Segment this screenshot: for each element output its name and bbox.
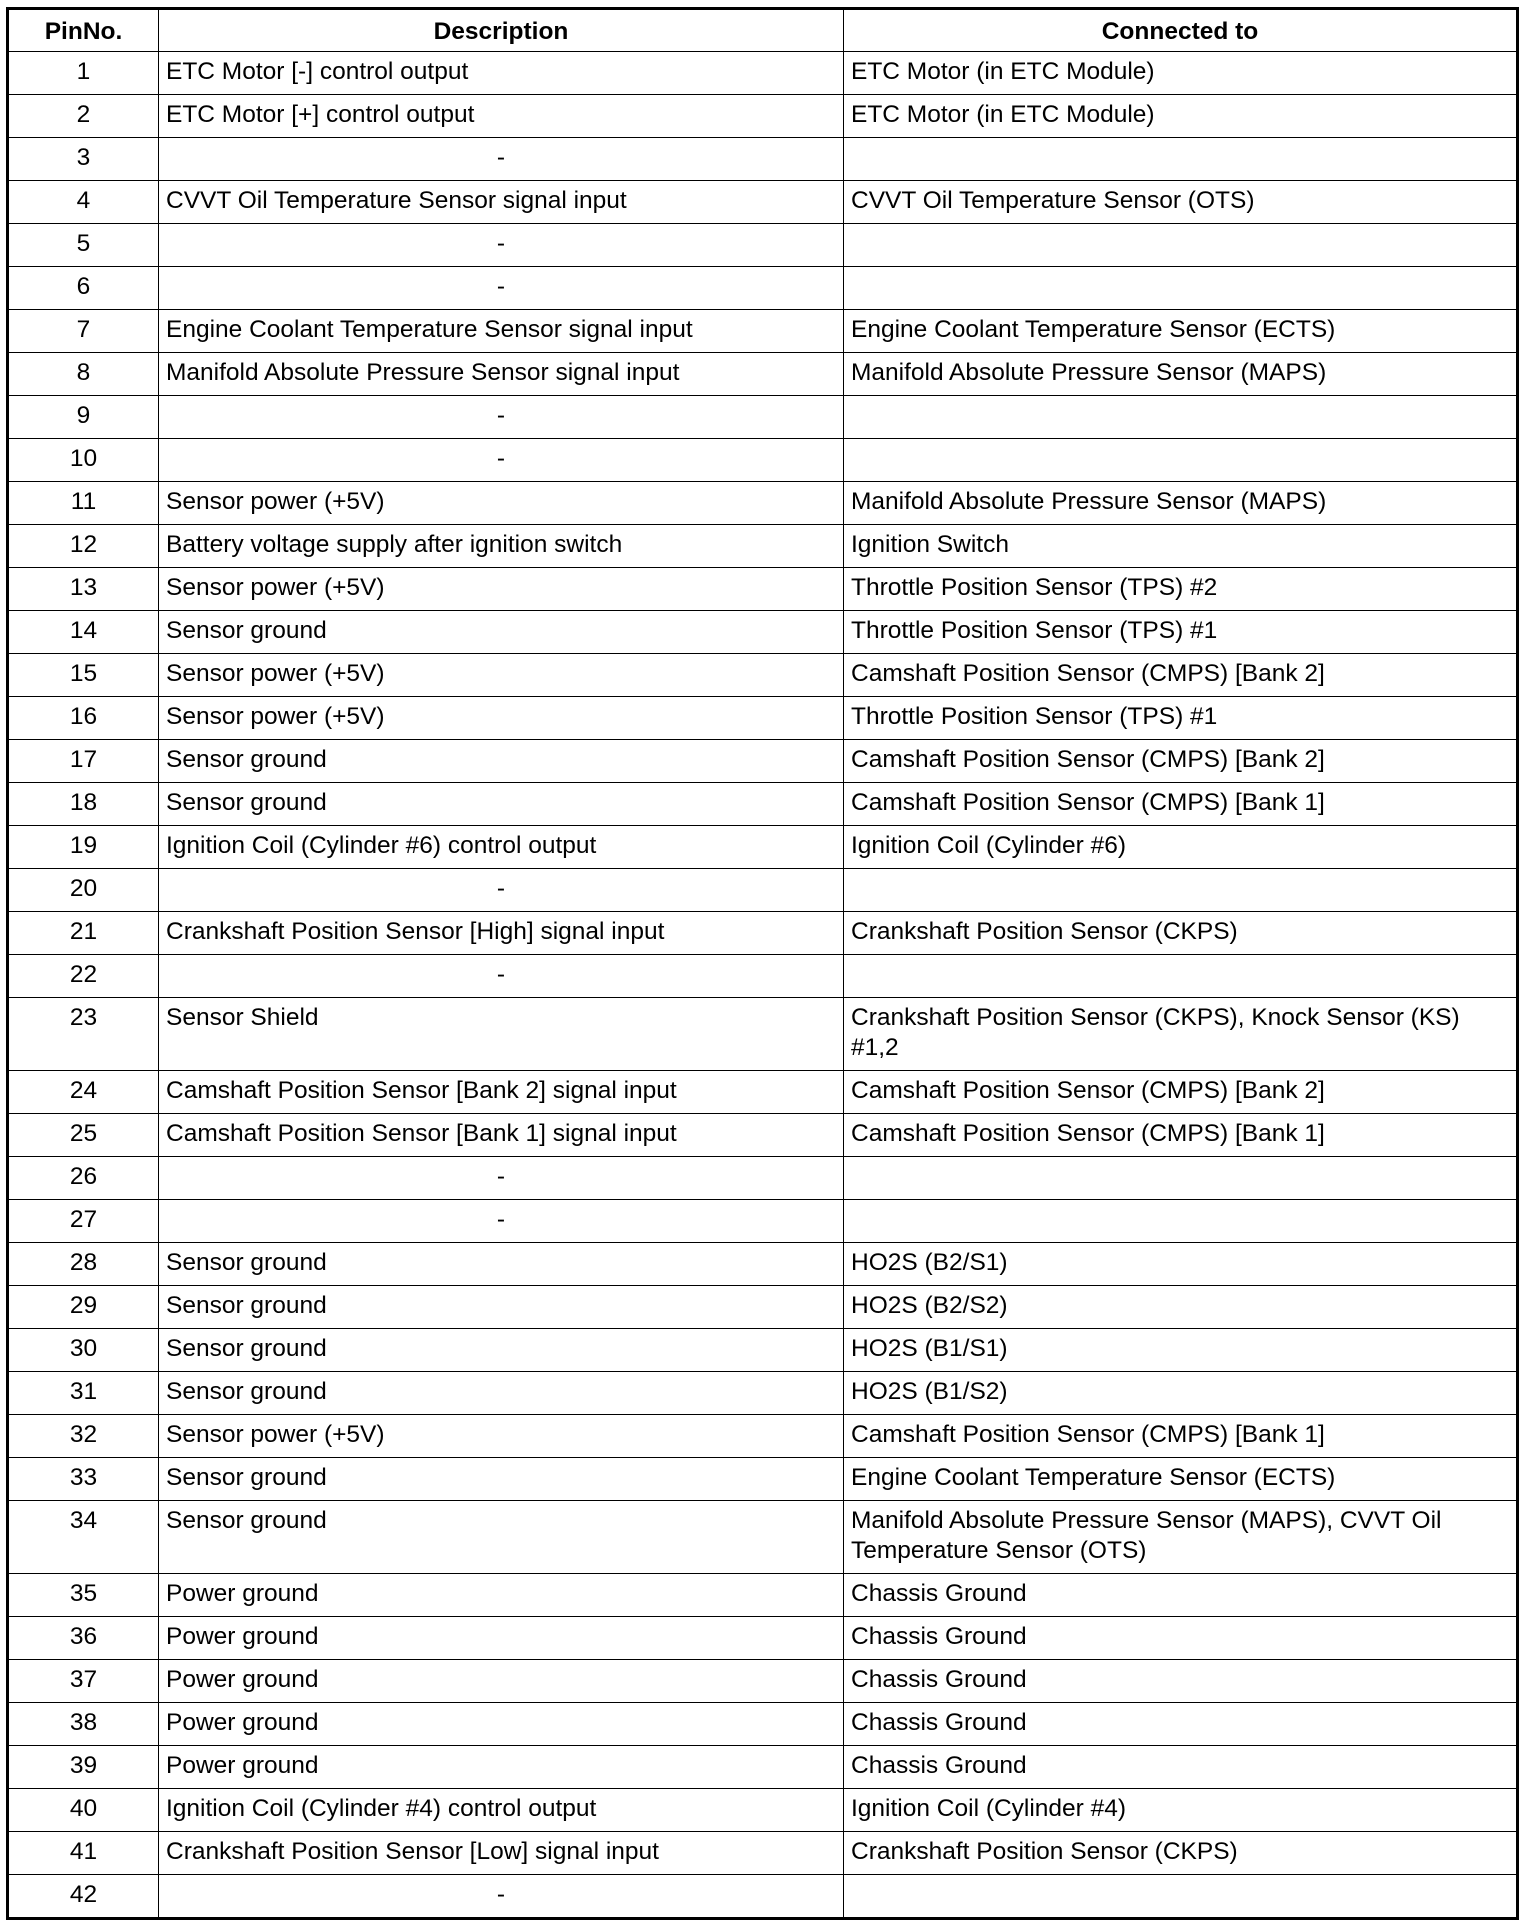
description-cell: Manifold Absolute Pressure Sensor signal input: [159, 353, 844, 396]
description-cell: Sensor Shield: [159, 998, 844, 1071]
pin-number-cell: 14: [8, 611, 159, 654]
connected-to-cell: Chassis Ground: [844, 1703, 1518, 1746]
pin-number-cell: 22: [8, 955, 159, 998]
description-cell: -: [159, 869, 844, 912]
connected-to-cell: [844, 1157, 1518, 1200]
pin-number-cell: 2: [8, 95, 159, 138]
table-row: [8, 611, 1518, 654]
table-row: [8, 267, 1518, 310]
description-cell: Engine Coolant Temperature Sensor signal input: [159, 310, 844, 353]
description-cell: -: [159, 1157, 844, 1200]
description-cell: ETC Motor [-] control output: [159, 52, 844, 95]
connected-to-cell: CVVT Oil Temperature Sensor (OTS): [844, 181, 1518, 224]
pin-number-cell: 16: [8, 697, 159, 740]
table-row: [8, 912, 1518, 955]
connected-to-cell: HO2S (B1/S2): [844, 1372, 1518, 1415]
pin-number-cell: 21: [8, 912, 159, 955]
description-cell: Sensor ground: [159, 740, 844, 783]
table-row: [8, 353, 1518, 396]
table-row: [8, 654, 1518, 697]
description-cell: -: [159, 138, 844, 181]
connected-to-cell: Camshaft Position Sensor (CMPS) [Bank 2]: [844, 654, 1518, 697]
description-cell: Sensor ground: [159, 1501, 844, 1574]
connected-to-cell: Manifold Absolute Pressure Sensor (MAPS): [844, 482, 1518, 525]
pin-number-cell: 8: [8, 353, 159, 396]
connected-to-cell: Camshaft Position Sensor (CMPS) [Bank 2]: [844, 740, 1518, 783]
table-row: [8, 998, 1518, 1071]
connected-to-cell: [844, 439, 1518, 482]
table-row: [8, 52, 1518, 95]
table-row: [8, 1458, 1518, 1501]
table-header-row: [8, 9, 1518, 52]
description-cell: Sensor power (+5V): [159, 1415, 844, 1458]
connected-to-cell: Engine Coolant Temperature Sensor (ECTS): [844, 310, 1518, 353]
description-cell: ETC Motor [+] control output: [159, 95, 844, 138]
table-row: [8, 1703, 1518, 1746]
pin-number-cell: 42: [8, 1875, 159, 1919]
description-cell: -: [159, 955, 844, 998]
pin-connection-table: [6, 7, 1519, 1920]
connected-to-cell: Chassis Ground: [844, 1617, 1518, 1660]
description-cell: -: [159, 267, 844, 310]
connected-to-cell: [844, 396, 1518, 439]
connected-to-cell: Manifold Absolute Pressure Sensor (MAPS), CVVT Oil Temperature Sensor (OTS): [844, 1501, 1518, 1574]
table-row: [8, 1501, 1518, 1574]
pin-number-cell: 23: [8, 998, 159, 1071]
connected-to-cell: [844, 869, 1518, 912]
table-row: [8, 525, 1518, 568]
connected-to-cell: Camshaft Position Sensor (CMPS) [Bank 1]: [844, 783, 1518, 826]
connected-to-cell: Throttle Position Sensor (TPS) #1: [844, 697, 1518, 740]
connected-to-cell: Chassis Ground: [844, 1660, 1518, 1703]
pin-number-cell: 37: [8, 1660, 159, 1703]
pin-number-cell: 4: [8, 181, 159, 224]
description-cell: -: [159, 1875, 844, 1919]
connected-to-cell: Crankshaft Position Sensor (CKPS), Knock Sensor (KS) #1,2: [844, 998, 1518, 1071]
pin-number-cell: 15: [8, 654, 159, 697]
description-cell: -: [159, 224, 844, 267]
pin-number-cell: 31: [8, 1372, 159, 1415]
pin-number-cell: 13: [8, 568, 159, 611]
connected-to-cell: HO2S (B2/S2): [844, 1286, 1518, 1329]
table-row: [8, 826, 1518, 869]
pin-number-cell: 34: [8, 1501, 159, 1574]
table-row: [8, 740, 1518, 783]
table-row: [8, 1071, 1518, 1114]
header-connected-to: Connected to: [844, 9, 1518, 52]
connected-to-cell: Camshaft Position Sensor (CMPS) [Bank 1]: [844, 1114, 1518, 1157]
connected-to-cell: Ignition Coil (Cylinder #6): [844, 826, 1518, 869]
connected-to-cell: [844, 267, 1518, 310]
pin-number-cell: 20: [8, 869, 159, 912]
pin-number-cell: 27: [8, 1200, 159, 1243]
description-cell: -: [159, 439, 844, 482]
table-row: [8, 1286, 1518, 1329]
description-cell: Sensor power (+5V): [159, 654, 844, 697]
description-cell: Battery voltage supply after ignition switch: [159, 525, 844, 568]
connected-to-cell: HO2S (B1/S1): [844, 1329, 1518, 1372]
table-row: [8, 482, 1518, 525]
pin-number-cell: 38: [8, 1703, 159, 1746]
pin-number-cell: 12: [8, 525, 159, 568]
description-cell: Power ground: [159, 1660, 844, 1703]
pin-number-cell: 11: [8, 482, 159, 525]
description-cell: Power ground: [159, 1746, 844, 1789]
pin-number-cell: 17: [8, 740, 159, 783]
description-cell: Sensor ground: [159, 611, 844, 654]
pin-number-cell: 18: [8, 783, 159, 826]
table-row: [8, 1243, 1518, 1286]
connected-to-cell: Ignition Coil (Cylinder #4): [844, 1789, 1518, 1832]
table-row: [8, 1660, 1518, 1703]
connected-to-cell: Throttle Position Sensor (TPS) #1: [844, 611, 1518, 654]
table-body: [8, 52, 1518, 1919]
pin-number-cell: 36: [8, 1617, 159, 1660]
table-row: [8, 1789, 1518, 1832]
table-row: [8, 1415, 1518, 1458]
description-cell: Power ground: [159, 1574, 844, 1617]
connected-to-cell: Crankshaft Position Sensor (CKPS): [844, 912, 1518, 955]
connected-to-cell: [844, 955, 1518, 998]
connected-to-cell: [844, 138, 1518, 181]
pin-number-cell: 30: [8, 1329, 159, 1372]
table-row: [8, 224, 1518, 267]
connected-to-cell: [844, 1200, 1518, 1243]
pin-number-cell: 6: [8, 267, 159, 310]
pin-number-cell: 29: [8, 1286, 159, 1329]
connected-to-cell: Chassis Ground: [844, 1574, 1518, 1617]
description-cell: Sensor ground: [159, 1329, 844, 1372]
connected-to-cell: Manifold Absolute Pressure Sensor (MAPS): [844, 353, 1518, 396]
pin-number-cell: 35: [8, 1574, 159, 1617]
table-row: [8, 1832, 1518, 1875]
table-row: [8, 396, 1518, 439]
description-cell: -: [159, 396, 844, 439]
description-cell: CVVT Oil Temperature Sensor signal input: [159, 181, 844, 224]
description-cell: Sensor power (+5V): [159, 568, 844, 611]
description-cell: Sensor power (+5V): [159, 697, 844, 740]
table-row: [8, 1200, 1518, 1243]
pin-number-cell: 28: [8, 1243, 159, 1286]
connected-to-cell: Camshaft Position Sensor (CMPS) [Bank 1]: [844, 1415, 1518, 1458]
pin-number-cell: 32: [8, 1415, 159, 1458]
table-row: [8, 181, 1518, 224]
connected-to-cell: ETC Motor (in ETC Module): [844, 95, 1518, 138]
table-row: [8, 955, 1518, 998]
table-row: [8, 1617, 1518, 1660]
pin-number-cell: 24: [8, 1071, 159, 1114]
connected-to-cell: Chassis Ground: [844, 1746, 1518, 1789]
table-row: [8, 1372, 1518, 1415]
table-row: [8, 138, 1518, 181]
table-row: [8, 783, 1518, 826]
table-row: [8, 1574, 1518, 1617]
description-cell: Sensor ground: [159, 1458, 844, 1501]
connected-to-cell: Engine Coolant Temperature Sensor (ECTS): [844, 1458, 1518, 1501]
pin-number-cell: 7: [8, 310, 159, 353]
pin-number-cell: 33: [8, 1458, 159, 1501]
pin-number-cell: 3: [8, 138, 159, 181]
table-row: [8, 1875, 1518, 1919]
description-cell: Sensor ground: [159, 783, 844, 826]
pin-number-cell: 19: [8, 826, 159, 869]
description-cell: -: [159, 1200, 844, 1243]
table-row: [8, 95, 1518, 138]
connected-to-cell: Ignition Switch: [844, 525, 1518, 568]
table-row: [8, 439, 1518, 482]
description-cell: Sensor ground: [159, 1243, 844, 1286]
description-cell: Crankshaft Position Sensor [High] signal input: [159, 912, 844, 955]
pin-number-cell: 5: [8, 224, 159, 267]
description-cell: Camshaft Position Sensor [Bank 2] signal input: [159, 1071, 844, 1114]
table-row: [8, 1114, 1518, 1157]
description-cell: Crankshaft Position Sensor [Low] signal input: [159, 1832, 844, 1875]
connected-to-cell: [844, 224, 1518, 267]
connected-to-cell: ETC Motor (in ETC Module): [844, 52, 1518, 95]
table-row: [8, 568, 1518, 611]
pin-number-cell: 25: [8, 1114, 159, 1157]
pin-number-cell: 41: [8, 1832, 159, 1875]
connected-to-cell: Throttle Position Sensor (TPS) #2: [844, 568, 1518, 611]
description-cell: Ignition Coil (Cylinder #4) control output: [159, 1789, 844, 1832]
table-row: [8, 1746, 1518, 1789]
connected-to-cell: Crankshaft Position Sensor (CKPS): [844, 1832, 1518, 1875]
table-row: [8, 310, 1518, 353]
pin-number-cell: 40: [8, 1789, 159, 1832]
pin-number-cell: 10: [8, 439, 159, 482]
table-row: [8, 1329, 1518, 1372]
connected-to-cell: [844, 1875, 1518, 1919]
table-row: [8, 1157, 1518, 1200]
description-cell: Sensor ground: [159, 1286, 844, 1329]
description-cell: Power ground: [159, 1617, 844, 1660]
header-pin-no: PinNo.: [8, 9, 159, 52]
description-cell: Sensor power (+5V): [159, 482, 844, 525]
connected-to-cell: Camshaft Position Sensor (CMPS) [Bank 2]: [844, 1071, 1518, 1114]
pin-number-cell: 1: [8, 52, 159, 95]
description-cell: Power ground: [159, 1703, 844, 1746]
pin-number-cell: 39: [8, 1746, 159, 1789]
description-cell: Ignition Coil (Cylinder #6) control output: [159, 826, 844, 869]
table-row: [8, 869, 1518, 912]
table-row: [8, 697, 1518, 740]
pin-number-cell: 9: [8, 396, 159, 439]
header-description: Description: [159, 9, 844, 52]
description-cell: Camshaft Position Sensor [Bank 1] signal input: [159, 1114, 844, 1157]
pin-number-cell: 26: [8, 1157, 159, 1200]
description-cell: Sensor ground: [159, 1372, 844, 1415]
connected-to-cell: HO2S (B2/S1): [844, 1243, 1518, 1286]
